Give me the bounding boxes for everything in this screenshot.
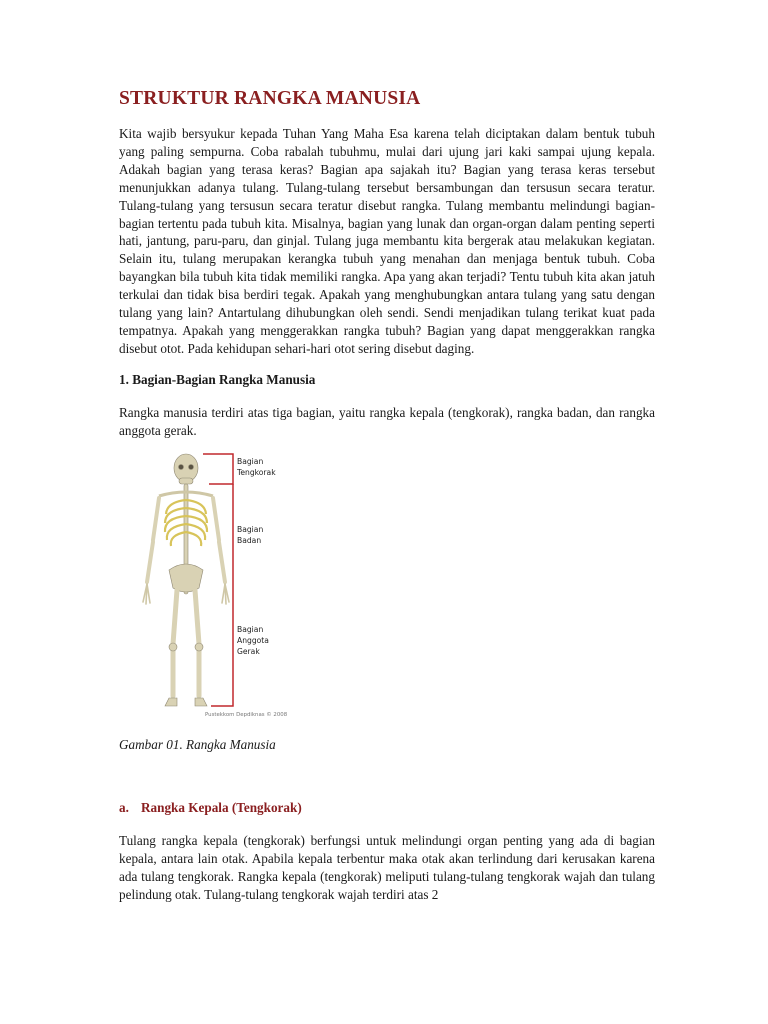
skeleton-image <box>143 454 229 706</box>
label-limbs-line3: Gerak <box>237 647 260 656</box>
document-title: STRUKTUR RANGKA MANUSIA <box>119 88 421 109</box>
label-body-line2: Badan <box>237 536 262 545</box>
intro-paragraph: Kita wajib bersyukur kepada Tuhan Yang Maha Esa karena telah diciptakan dalam bentuk tubuh yang paling sempurna. Coba rabalah tubuhmu, mulai dari ujung jari kaki sampai ujung kepala. Adakah bagian yang terasa keras? Bagian apa sajakah itu? Bagian yang terasa keras tersebut menunjukkan adanya tulang. Tulang-tulang tersebut bersambungan dan tersusun secara teratur. Tulang-tulang yang tersusun secara teratur disebut rangka. Tulang membantu melindungi bagian-bagian tertentu pada tubuh kita. Misalnya, bagian yang lunak dan organ-organ dalam penting seperti hati, jantung, paru-paru, dan ginjal. Tulang juga membantu kita bergerak atau melakukan kegiatan. Selain itu, tulang merupakan kerangka tubuh yang menahan dan menjaga bentuk tubuh. Coba bayangkan bila tubuh kita tidak memiliki rangka. Apa yang akan terjadi? Tentu tubuh kita akan jatuh terkulai dan tidak bisa berdiri tegak. Apakah yang menghubungkan antara tulang yang satu dengan tulang yang lain? Antartulang dihubungkan oleh sendi. Sendi menjadikan tulang terikat kuat pada tempatnya. Apakah yang menggerakkan rangka tubuh? Bagian yang dapat menggerakkan rangka disebut otot. Pada kehidupan sehari-hari otot sering disebut daging. <box>119 126 655 356</box>
figure-caption: Gambar 01. Rangka Manusia <box>119 737 276 752</box>
label-limbs-line1: Bagian <box>237 625 264 634</box>
head-bracket <box>203 454 233 484</box>
subsection-heading-rangka-kepala <box>119 800 302 816</box>
figure-credit: Pustekkom Depdiknas © 2008 <box>205 712 288 718</box>
label-head-line2: Tengkorak <box>237 468 276 477</box>
section-heading-bagian-rangka: 1. Bagian-Bagian Rangka Manusia <box>119 372 316 387</box>
skeleton-illustration <box>119 450 309 722</box>
label-head-line1: Bagian <box>237 457 264 466</box>
skeleton-figure <box>119 450 309 722</box>
subsection-title: Rangka Kepala (Tengkorak) <box>141 800 302 815</box>
label-body-line1: Bagian <box>237 525 264 534</box>
label-limbs-line2: Anggota <box>237 636 269 645</box>
section-paragraph-bagian-rangka: Rangka manusia terdiri atas tiga bagian, yaitu rangka kepala (tengkorak), rangka badan, dan rangka anggota gerak. <box>119 405 655 438</box>
limbs-bracket <box>211 578 233 706</box>
subsection-marker: a. <box>119 800 129 815</box>
subsection-paragraph-rangka-kepala: Tulang rangka kepala (tengkorak) berfungsi untuk melindungi organ penting yang ada di bagian kepala, antara lain otak. Apabila kepala terbentur maka otak akan terlindung dari kerusakan karena ada tulang tengkorak. Rangka kepala (tengkorak) meliputi tulang-tulang tengkorak wajah dan tulang pelindung otak. Tulang-tulang tengkorak wajah terdiri atas 2 <box>119 833 655 902</box>
